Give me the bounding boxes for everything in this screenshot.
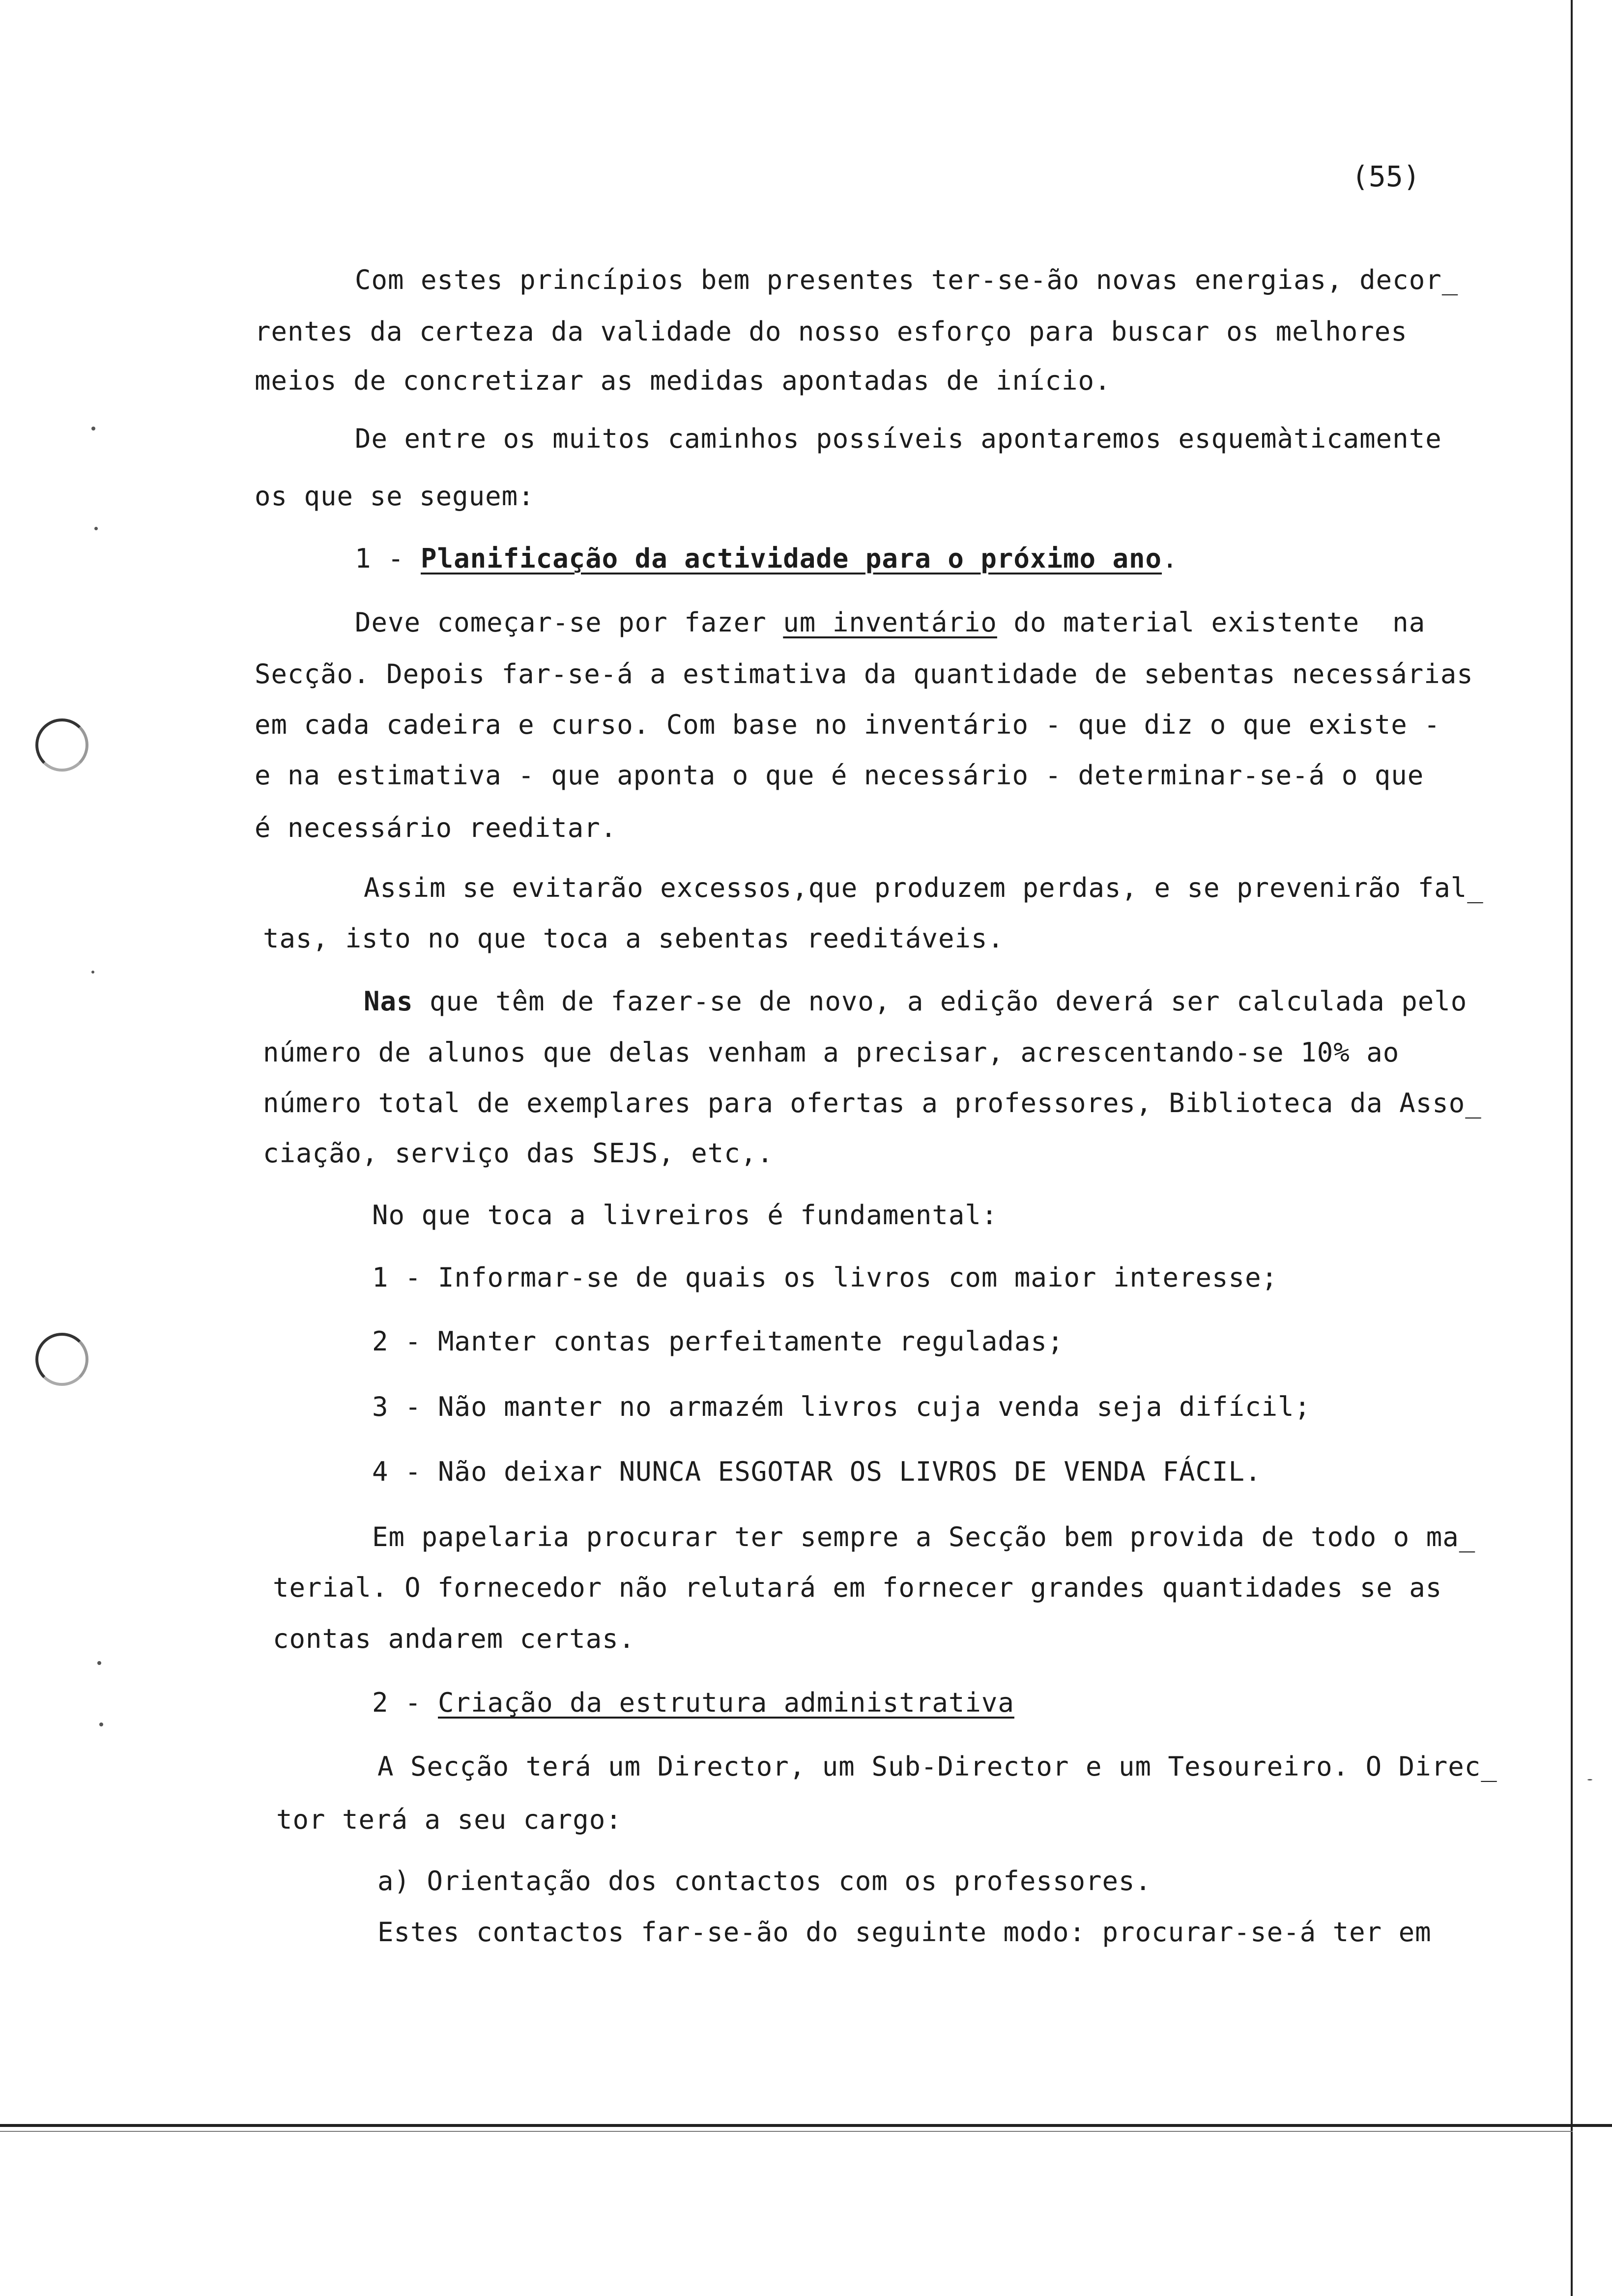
right-margin-rule [1571,0,1573,2296]
scan-speck [1587,1779,1592,1780]
bottom-page-edge [0,2124,1612,2127]
text-line: terial. O fornecedor não relutará em fornecer grandes quantidades se as [273,1572,1442,1603]
section-title: Criação da estrutura administrativa [438,1687,1014,1718]
text-line: ciação, serviço das SEJS, etc,. [263,1138,774,1169]
text-line: Nas que têm de fazer-se de novo, a edição deverá ser calculada pelo [364,986,1468,1017]
text-line: No que toca a livreiros é fundamental: [372,1200,998,1231]
text-line: em cada cadeira e curso. Com base no inventário - que diz o que existe - [255,709,1440,740]
binder-hole [35,718,88,772]
text-line: contas andarem certas. [273,1623,635,1654]
scan-speck [91,971,94,974]
text-line: é necessário reeditar. [255,812,617,843]
text-line: Em papelaria procurar ter sempre a Secção bem provida de todo o ma_ [372,1521,1476,1552]
text-line: número de alunos que delas venham a precisar, acrescentando-se 10% ao [263,1037,1400,1068]
list-item: 3 - Não manter no armazém livros cuja venda seja difícil; [372,1391,1311,1422]
scan-speck [99,1722,103,1726]
text-line: os que se seguem: [255,481,535,512]
page-number: (55) [1352,160,1420,193]
text-line: tor terá a seu cargo: [276,1804,622,1835]
list-item: 4 - Não deixar NUNCA ESGOTAR OS LIVROS DE VENDA FÁCIL. [372,1456,1262,1487]
text-line: De entre os muitos caminhos possíveis apontaremos esquemàticamente [355,423,1442,454]
section-number: 2 - [372,1687,438,1718]
section-heading [372,1686,1014,1720]
section-number: 1 - [355,543,421,574]
text-line: a) Orientação dos contactos com os professores. [377,1866,1152,1896]
section-heading: 1 - Planificação da actividade para o próximo ano. [355,543,1179,574]
section-title: Planificação da actividade para o próximo ano [421,543,1162,574]
text-line: Estes contactos far-se-ão do seguinte modo: procurar-se-á ter em [377,1917,1432,1948]
text-line: Deve começar-se por fazer um inventário do material existente na [355,607,1426,638]
text-line: Com estes princípios bem presentes ter-se-ão novas energias, decor_ [355,264,1459,295]
text-line: Secção. Depois far-se-á a estimativa da quantidade de sebentas necessárias [255,659,1473,689]
text-line: A Secção terá um Director, um Sub-Director e um Tesoureiro. O Direc_ [377,1751,1497,1782]
scan-speck [97,1661,101,1665]
bottom-page-edge-shadow [0,2131,1573,2132]
underlined-term: um inventário [783,607,997,638]
text-line: tas, isto no que toca a sebentas reeditáveis. [263,923,1004,954]
list-item: 2 - Manter contas perfeitamente reguladas; [372,1326,1064,1357]
binder-hole [35,1333,88,1386]
text-line: número total de exemplares para ofertas a professores, Biblioteca da Asso_ [263,1088,1482,1119]
text-line: Assim se evitarão excessos,que produzem perdas, e se prevenirão fal_ [364,872,1484,903]
text-line: rentes da certeza da validade do nosso esforço para buscar os melhores [255,316,1408,347]
text-line: e na estimativa - que aponta o que é necessário - determinar-se-á o que [255,760,1424,791]
scan-speck [91,427,95,430]
list-item: 1 - Informar-se de quais os livros com maior interesse; [372,1262,1278,1293]
text-line: meios de concretizar as medidas apontadas de início. [255,365,1111,396]
scan-speck [94,527,98,530]
